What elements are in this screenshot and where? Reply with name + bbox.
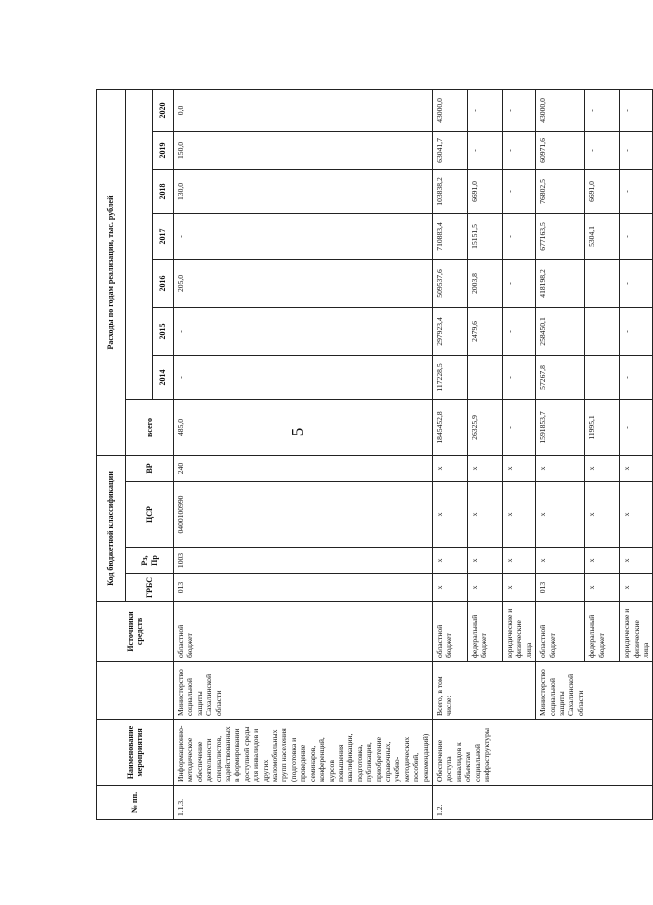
row-y2017: 677163,5 [536,213,585,259]
row-num: 1.2. [432,786,652,820]
row-y2018: 130,0 [174,169,433,213]
row-y2016: 509537,6 [432,259,467,307]
row-vr: х [432,455,467,481]
row-y2016 [585,259,620,307]
header-year: 2015 [153,307,174,355]
row-name: Обеспечение доступа инвалидов к объектам социальной инфраструктуры [432,720,652,786]
row-y2014: - [502,355,535,399]
header-expenses-group: Расходы по годам реализации, тыс. рублей [97,89,126,455]
table-row [432,89,467,819]
row-y2017: 710883,4 [432,213,467,259]
row-y2019: - [585,131,620,169]
row-source: юридические и физические лица [620,602,653,662]
row-source: областной бюджет [536,602,585,662]
row-vr: х [502,455,535,481]
row-grbs: х [620,574,653,602]
row-name: Информационно-методическое обеспечение деятельности специалистов, задействованных в формировании доступной среды для инвалидов и других маломобильных групп населения (подготовка и проведение семинаров, конференций, курсов повышения квалификации, подготовка, публикация, приобретение справочных, учебно-методических пособий, рекомендаций) [174,720,433,786]
row-grbs: 013 [174,574,433,602]
row-y2020: - [502,89,535,131]
row-total: - [620,399,653,455]
header-code-group: Код бюджетной классификации [97,455,126,601]
header-csr: ЦСР [126,482,174,548]
page-number: 5 [288,427,307,437]
row-y2018: - [502,169,535,213]
row-csr: х [620,482,653,548]
row-y2016: 205,0 [174,259,433,307]
row-total: - [502,399,535,455]
row-y2019: 63041,7 [432,131,467,169]
header-year: 2017 [153,213,174,259]
row-rzpr: х [536,548,585,574]
row-csr: х [502,482,535,548]
row-grbs: х [502,574,535,602]
header-grbs: ГРБС [126,574,174,602]
row-y2018: - [620,169,653,213]
row-y2020: 43000,0 [432,89,467,131]
row-vr: х [585,455,620,481]
row-y2020: 43000,0 [536,89,585,131]
row-y2016: 2003,8 [467,259,502,307]
row-source: юридические и физические лица [502,602,535,662]
row-num: 1.1.3. [174,786,433,820]
row-vr: 240 [174,455,433,481]
row-total: 26325,9 [467,399,502,455]
row-rzpr: х [585,548,620,574]
table-row [536,89,585,819]
row-csr: 0400100990 [174,482,433,548]
row-y2017: - [620,213,653,259]
row-y2016: - [502,259,535,307]
row-grbs: 013 [536,574,585,602]
row-rzpr: х [502,548,535,574]
row-y2014 [467,355,502,399]
row-vr: х [536,455,585,481]
row-source: федеральный бюджет [585,602,620,662]
header-year: 2014 [153,355,174,399]
row-executor: Всего, в том числе: [432,662,535,720]
row-rzpr: х [620,548,653,574]
row-vr: х [467,455,502,481]
header-row-1 [97,89,126,819]
row-rzpr: 1003 [174,548,433,574]
header-years-band [126,89,153,399]
row-y2014: 117228,5 [432,355,467,399]
header-sources: Источники средств [97,602,174,662]
row-y2019: - [620,131,653,169]
row-source: областной бюджет [174,602,433,662]
header-year: 2020 [153,89,174,131]
row-y2017: 5304,1 [585,213,620,259]
row-y2017: - [502,213,535,259]
row-grbs: х [467,574,502,602]
header-rzpr: Рз, Пр [126,548,174,574]
header-year: 2016 [153,259,174,307]
row-executor: Министерство социальной защиты Сахалинской области [536,662,653,720]
row-vr: х [620,455,653,481]
row-y2015: - [502,307,535,355]
row-rzpr: х [467,548,502,574]
row-total: 1591853,7 [536,399,585,455]
row-grbs: х [585,574,620,602]
row-csr: х [467,482,502,548]
row-y2016: 418198,2 [536,259,585,307]
header-name: Наименование мероприятия [97,720,174,786]
row-y2014 [585,355,620,399]
header-year: 2019 [153,131,174,169]
row-y2020: - [585,89,620,131]
row-y2019: 150,0 [174,131,433,169]
row-y2020: - [467,89,502,131]
row-grbs: х [432,574,467,602]
header-num: № пп. [97,786,174,820]
row-y2020: 0,0 [174,89,433,131]
row-y2015: - [174,307,433,355]
row-y2019: 60971,6 [536,131,585,169]
row-csr: х [585,482,620,548]
row-csr: х [536,482,585,548]
row-source: областной бюджет [432,602,467,662]
row-y2015 [585,307,620,355]
expenses-table [96,89,653,820]
row-y2018: 6691,0 [585,169,620,213]
row-executor: Министерство социальной защиты Сахалинской области [174,662,433,720]
row-y2015: 258450,1 [536,307,585,355]
row-y2017: 15151,5 [467,213,502,259]
row-y2017: - [174,213,433,259]
row-y2015: 2479,6 [467,307,502,355]
row-y2018: 103838,2 [432,169,467,213]
row-y2014: 57267,8 [536,355,585,399]
row-rzpr: х [432,548,467,574]
row-total: 1845452,8 [432,399,467,455]
rotated-table-wrapper [96,90,650,820]
table-row [174,89,433,819]
header-vr: ВР [126,455,174,481]
header-executor [97,662,174,720]
row-total: 485,0 [174,399,433,455]
row-total: 11995,1 [585,399,620,455]
row-y2018: 76802,5 [536,169,585,213]
header-year: 2018 [153,169,174,213]
row-y2015: 297923,4 [432,307,467,355]
row-y2020: - [620,89,653,131]
row-source: федеральный бюджет [467,602,502,662]
row-csr: х [432,482,467,548]
row-y2019: - [467,131,502,169]
row-y2014: - [620,355,653,399]
row-y2014: - [174,355,433,399]
header-total: всего [126,399,174,455]
row-y2019: - [502,131,535,169]
row-y2016: - [620,259,653,307]
row-y2018: 6691,0 [467,169,502,213]
row-y2015: - [620,307,653,355]
